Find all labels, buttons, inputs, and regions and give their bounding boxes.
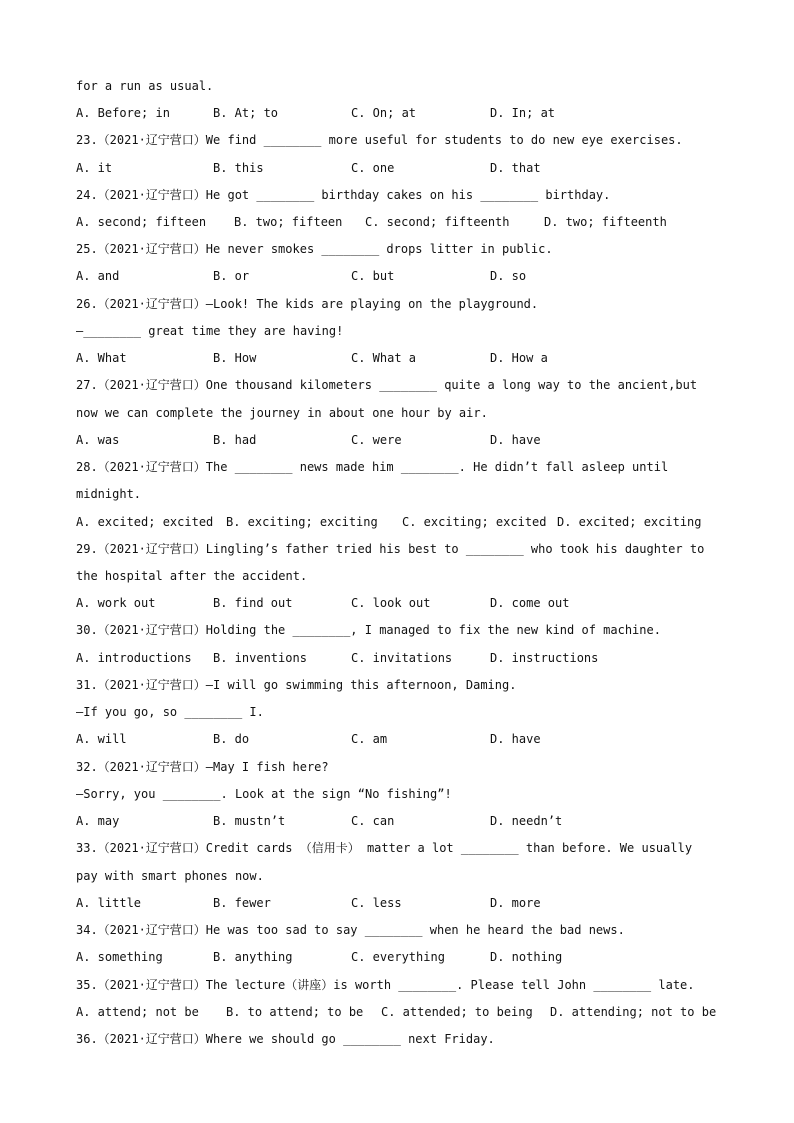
option-d: D. How a (490, 351, 548, 365)
question-27-text: 27.（2021·辽宁营口）One thousand kilometers ________ quite a long way to the ancient,but (76, 378, 698, 392)
option-d: D. so (490, 269, 527, 283)
option-b: B. this (213, 161, 264, 175)
question-33-text-cont: pay with smart phones now. (76, 869, 264, 883)
option-a: A. was (76, 433, 120, 447)
question-27-text-cont: now we can complete the journey in about one hour by air. (76, 406, 488, 420)
question-23-text: 23.（2021·辽宁营口）We find ________ more useful for students to do new eye exercises. (76, 133, 683, 147)
option-a: A. and (76, 269, 120, 283)
option-c: C. am (351, 732, 388, 746)
question-32-text: 32.（2021·辽宁营口）—May I fish here? (76, 760, 329, 774)
option-d: D. two; fifteenth (544, 215, 667, 229)
option-b: B. anything (213, 950, 293, 964)
option-a: A. it (76, 161, 113, 175)
option-a: A. excited; excited (76, 515, 214, 529)
option-c: C. were (351, 433, 402, 447)
option-b: B. exciting; exciting (226, 515, 378, 529)
option-d: D. attending; not to be (550, 1005, 717, 1019)
question-25-text: 25.（2021·辽宁营口）He never smokes ________ drops litter in public. (76, 242, 553, 256)
option-d: D. excited; exciting (557, 515, 702, 529)
option-c: C. but (351, 269, 395, 283)
option-c: C. everything (351, 950, 445, 964)
question-29-text-cont: the hospital after the accident. (76, 569, 308, 583)
option-a: A. little (76, 896, 142, 910)
option-d: D. nothing (490, 950, 563, 964)
option-d: D. have (490, 732, 541, 746)
question-31-reply: —If you go, so ________ I. (76, 705, 264, 719)
question-34-text: 34.（2021·辽宁营口）He was too sad to say ________ when he heard the bad news. (76, 923, 625, 937)
option-b: B. find out (213, 596, 293, 610)
question-26-reply: —________ great time they are having! (76, 324, 344, 338)
option-a: A. second; fifteen (76, 215, 207, 229)
question-22-text-end: for a run as usual. (76, 79, 214, 93)
question-30-text: 30.（2021·辽宁营口）Holding the ________, I managed to fix the new kind of machine. (76, 623, 661, 637)
option-b: B. do (213, 732, 250, 746)
option-d: D. instructions (490, 651, 599, 665)
option-b: B. At; to (213, 106, 279, 120)
question-36-text: 36.（2021·辽宁营口）Where we should go ________ next Friday. (76, 1032, 495, 1046)
question-26-text: 26.（2021·辽宁营口）—Look! The kids are playing on the playground. (76, 297, 539, 311)
option-c: C. exciting; excited (402, 515, 547, 529)
option-c: C. second; fifteenth (365, 215, 510, 229)
question-33-text: 33.（2021·辽宁营口）Credit cards （信用卡） matter a lot ________ than before. We usually (76, 841, 693, 855)
option-d: D. more (490, 896, 541, 910)
option-c: C. less (351, 896, 402, 910)
option-c: C. On; at (351, 106, 417, 120)
option-b: B. How (213, 351, 257, 365)
option-c: C. look out (351, 596, 431, 610)
option-d: D. In; at (490, 106, 556, 120)
option-a: A. What (76, 351, 127, 365)
option-d: D. needn’t (490, 814, 563, 828)
option-c: C. can (351, 814, 395, 828)
question-35-text: 35.（2021·辽宁营口）The lecture（讲座）is worth ________. Please tell John ________ late. (76, 978, 695, 992)
option-b: B. inventions (213, 651, 307, 665)
option-b: B. or (213, 269, 250, 283)
option-c: C. one (351, 161, 395, 175)
option-a: A. work out (76, 596, 156, 610)
option-c: C. attended; to being (381, 1005, 533, 1019)
option-a: A. will (76, 732, 127, 746)
option-b: B. had (213, 433, 257, 447)
question-31-text: 31.（2021·辽宁营口）—I will go swimming this afternoon, Daming. (76, 678, 517, 692)
option-b: B. two; fifteen (234, 215, 343, 229)
option-b: B. mustn’t (213, 814, 286, 828)
option-d: D. come out (490, 596, 570, 610)
option-c: C. What a (351, 351, 417, 365)
question-28-text: 28.（2021·辽宁营口）The ________ news made him ________. He didn’t fall asleep until (76, 460, 669, 474)
option-a: A. Before; in (76, 106, 170, 120)
question-24-text: 24.（2021·辽宁营口）He got ________ birthday cakes on his ________ birthday. (76, 188, 611, 202)
question-32-reply: —Sorry, you ________. Look at the sign “No fishing”! (76, 787, 452, 801)
option-a: A. may (76, 814, 120, 828)
question-28-text-cont: midnight. (76, 487, 142, 501)
option-c: C. invitations (351, 651, 453, 665)
option-b: B. to attend; to be (226, 1005, 364, 1019)
option-d: D. have (490, 433, 541, 447)
option-a: A. introductions (76, 651, 192, 665)
option-d: D. that (490, 161, 541, 175)
option-a: A. something (76, 950, 163, 964)
option-a: A. attend; not be (76, 1005, 199, 1019)
option-b: B. fewer (213, 896, 271, 910)
question-29-text: 29.（2021·辽宁营口）Lingling’s father tried his best to ________ who took his daughter to (76, 542, 705, 556)
